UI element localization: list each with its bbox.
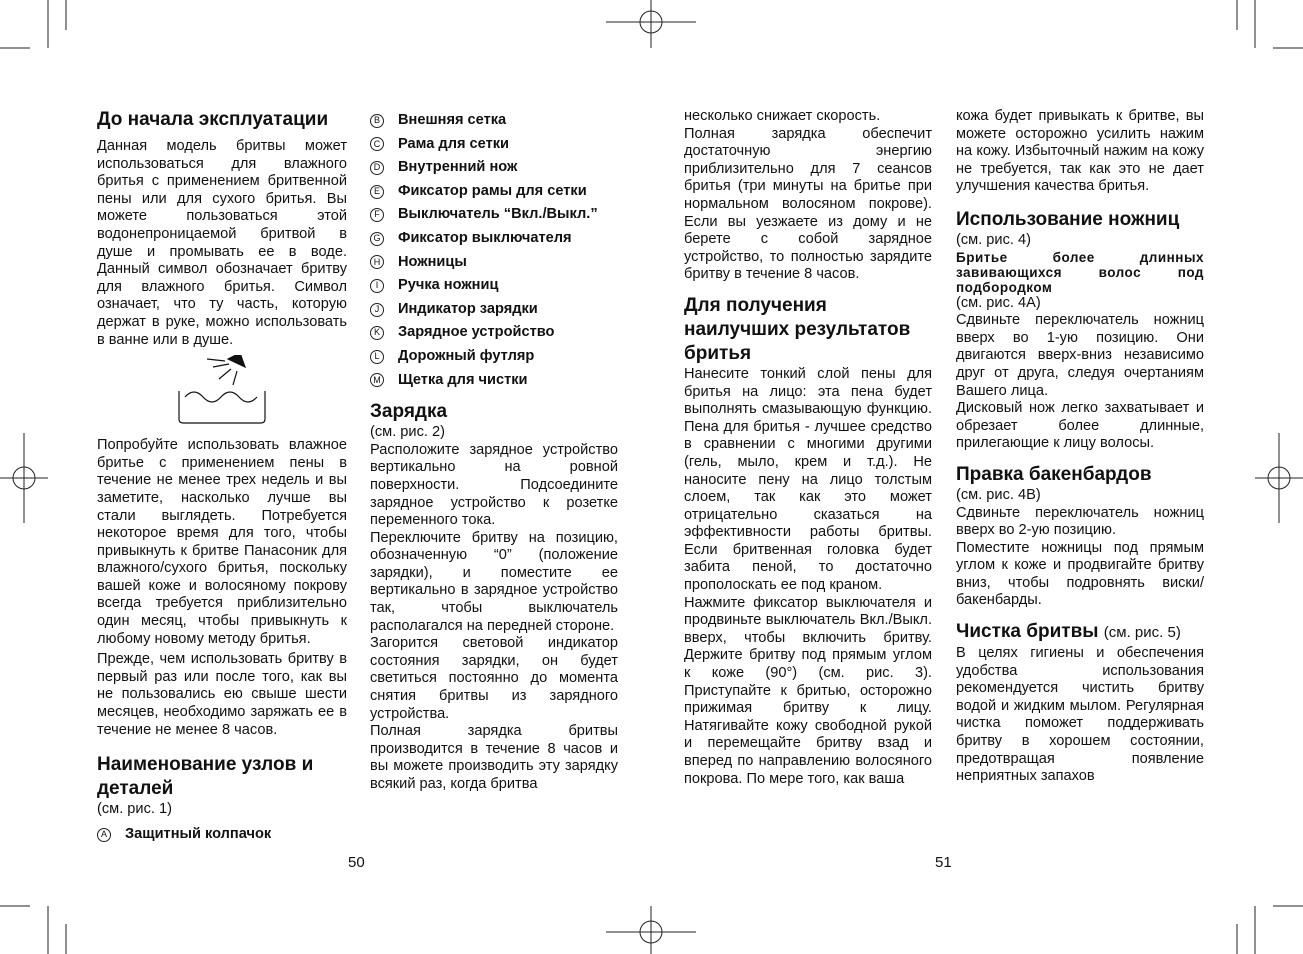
- list-item: [370, 298, 618, 322]
- circled-letter: D: [370, 161, 384, 175]
- circled-letter: F: [370, 208, 384, 222]
- list-item: [370, 180, 618, 204]
- list-item: [370, 369, 618, 393]
- figure-ref: (см. рис. 4B): [956, 486, 1041, 503]
- heading-parts: Наименование узлов и деталей: [97, 754, 314, 800]
- paragraph: Поместите ножницы под прямым углом к коже и продвигайте бритву вниз, чтобы подровнять виски/бакенбарды.: [956, 539, 1204, 609]
- paragraph: Данная модель бритвы может использоваться для влажного бритья с применением бритвенной пены или для сухого бритья. Вы можете пользоваться этой водонепроницаемой бритвой в душе и промывать ее в воде. Данный символ обозначает бритву для влажного бритья. Символ означает, что ту часть, которую держат в руке, можно использовать в ванне или в душе.: [97, 138, 347, 348]
- page-number-right: 51: [935, 854, 952, 871]
- subheading-long-hair: Бритье более длинных завивающихся волос под подбородком: [956, 249, 1204, 295]
- part-label: Фиксатор выключателя: [398, 229, 572, 246]
- circled-letter: I: [370, 279, 384, 293]
- figure-ref: (см. рис. 4A): [956, 294, 1041, 311]
- paragraph: Полная зарядка обеспечит достаточную энергию приблизительно для 7 сеансов бритья (три минуты на бритье при нормальном волосяном покрове). Если вы уезжаете из дому и не берете с собой зарядное устройство, то полностью зарядите бритву в течение 8 часов.: [684, 125, 932, 283]
- list-item: [370, 227, 618, 251]
- heading-charging: Зарядка: [370, 401, 448, 423]
- heading-cleaning: [956, 620, 1204, 645]
- part-label: Индикатор зарядки: [398, 300, 538, 317]
- circled-letter: J: [370, 303, 384, 317]
- figure-ref: (см. рис. 5): [1103, 624, 1181, 642]
- list-item: [370, 274, 618, 298]
- paragraph: кожа будет привыкать к бритве, вы можете осторожно усилить нажим на кожу. Избыточный нажим на кожу не требуется, так как это не дает улучшения качества бритья.: [956, 108, 1204, 195]
- part-label: Выключатель “Вкл./Выкл.”: [398, 206, 598, 223]
- list-item: [370, 345, 618, 369]
- circled-letter: K: [370, 326, 384, 340]
- part-label: Фиксатор рамы для сетки: [398, 182, 587, 199]
- circled-letter: L: [370, 350, 384, 364]
- paragraph: несколько снижает скорость.: [684, 108, 881, 124]
- paragraph: Полная зарядка бритвы производится в течение 8 часов и вы можете производить эту зарядку всякий раз, когда бритва: [370, 723, 618, 792]
- wet-shave-symbol: [97, 355, 347, 433]
- paragraph: Сдвиньте переключатель ножниц вверх во 1-ую позицию. Они двигаются вверх-вниз независимо друг от друга, следуя очертаниям Вашего лица.: [956, 312, 1204, 399]
- list-item: [370, 133, 618, 157]
- column-4: [956, 108, 1204, 786]
- paragraph: Нанесите тонкий слой пены для бритья на лицо: эта пена будет выполнять смазывающую функцию. Пена для бритья - лучшее средство в сравнении с многими другими (гель, мыло, крем и т.д.). Не наносите пену на лицо толстым слоем, так как это может отрицательно сказаться на эффективности работы бритвы. Если бритвенная головка будет забита пеной, то достаточно прополоскать ее под краном.: [684, 365, 932, 594]
- heading-cleaning-text: Чистка бритвы: [956, 621, 1099, 643]
- parts-list: [97, 823, 347, 847]
- circled-letter: M: [370, 373, 384, 387]
- list-item: [370, 251, 618, 275]
- heading-best-results: Для получения наилучших результатов бритья: [684, 294, 911, 364]
- paragraph: Загорится световой индикатор состояния зарядки, он будет светиться постоянно до момента снятия бритвы из зарядного устройства.: [370, 635, 618, 722]
- paragraph: Нажмите фиксатор выключателя и продвиньте выключатель Вкл./Выкл. вверх, чтобы включить бритву. Держите бритву под прямым углом к коже (90°) (см. рис. 3). Приступайте к бритью, осторожно прижимая бритву к лицу. Натягивайте кожу свободной рукой и перемещайте бритву взад и вперед по направлению волосяного покрова. По мере того, как ваша: [684, 594, 932, 787]
- part-label: Ножницы: [398, 253, 467, 270]
- paragraph: Дисковый нож легко захватывает и обрезает более длинные, прилегающие к лицу волосы.: [956, 400, 1204, 452]
- list-item: [370, 203, 618, 227]
- figure-ref: (см. рис. 1): [97, 801, 172, 818]
- figure-ref: (см. рис. 4): [956, 231, 1031, 248]
- heading-sideburns: Правка бакенбардов: [956, 463, 1152, 485]
- list-item: [370, 156, 618, 180]
- column-2: [370, 108, 618, 794]
- circled-letter: E: [370, 185, 384, 199]
- heading-before-use: До начала эксплуатации: [97, 109, 329, 130]
- circled-letter: A: [97, 828, 111, 842]
- paragraph: Сдвиньте переключатель ножниц вверх во 2-ую позицию.: [956, 504, 1204, 539]
- paragraph: Попробуйте использовать влажное бритье с применением пены в течение не менее трех недель и вы заметите, насколько лучше вы стали выглядеть. Потребуется некоторое время для того, чтобы привыкнуть к бритве Панасоник для влажного/сухого бритья, поскольку вашей коже и волосяному покрову всегда требуется приблизительно один месяц, чтобы привыкнуть к любому новому методу бритья.: [97, 437, 347, 647]
- part-label: Рама для сетки: [398, 135, 509, 152]
- circled-letter: B: [370, 114, 384, 128]
- part-label: Зарядное устройство: [398, 324, 555, 341]
- parts-list: [370, 109, 618, 392]
- column-3: [684, 108, 932, 788]
- column-1: [97, 108, 347, 846]
- page-number-left: 50: [348, 854, 365, 871]
- circled-letter: G: [370, 232, 384, 246]
- circled-letter: H: [370, 255, 384, 269]
- paragraph: Переключите бритву на позицию, обозначенную “0” (положение зарядки), и поместите ее вертикально в зарядное устройство так, чтобы выключатель располагался на передней стороне.: [370, 529, 618, 634]
- shower-icon: [97, 355, 347, 433]
- part-label: Щетка для чистки: [398, 371, 528, 388]
- part-label: Дорожный футляр: [398, 347, 535, 364]
- part-label: Внутренний нож: [398, 159, 518, 176]
- part-label: Внешняя сетка: [398, 112, 507, 128]
- list-item: [370, 321, 618, 345]
- paragraph: Расположите зарядное устройство вертикально на ровной поверхности. Подсоедините зарядное устройство к розетке переменного тока.: [370, 441, 618, 529]
- part-label: Ручка ножниц: [398, 277, 499, 294]
- figure-ref: (см. рис. 2): [370, 424, 445, 441]
- heading-trimmer: Использование ножниц: [956, 208, 1180, 230]
- part-label: Защитный колпачок: [125, 825, 272, 842]
- paragraph: Прежде, чем использовать бритву в первый раз или после того, как вы не пользовались ею свыше шести месяцев, необходимо заряжать ее в течение не менее 8 часов.: [97, 651, 347, 738]
- circled-letter: C: [370, 137, 384, 151]
- list-item: [97, 823, 347, 847]
- list-item: [370, 109, 618, 133]
- paragraph: В целях гигиены и обеспечения удобства использования рекомендуется чистить бритву водой и жидким мылом. Регулярная чистка поможет поддерживать бритву в хорошем состоянии, предотвращая появление неприятных запахов: [956, 645, 1204, 785]
